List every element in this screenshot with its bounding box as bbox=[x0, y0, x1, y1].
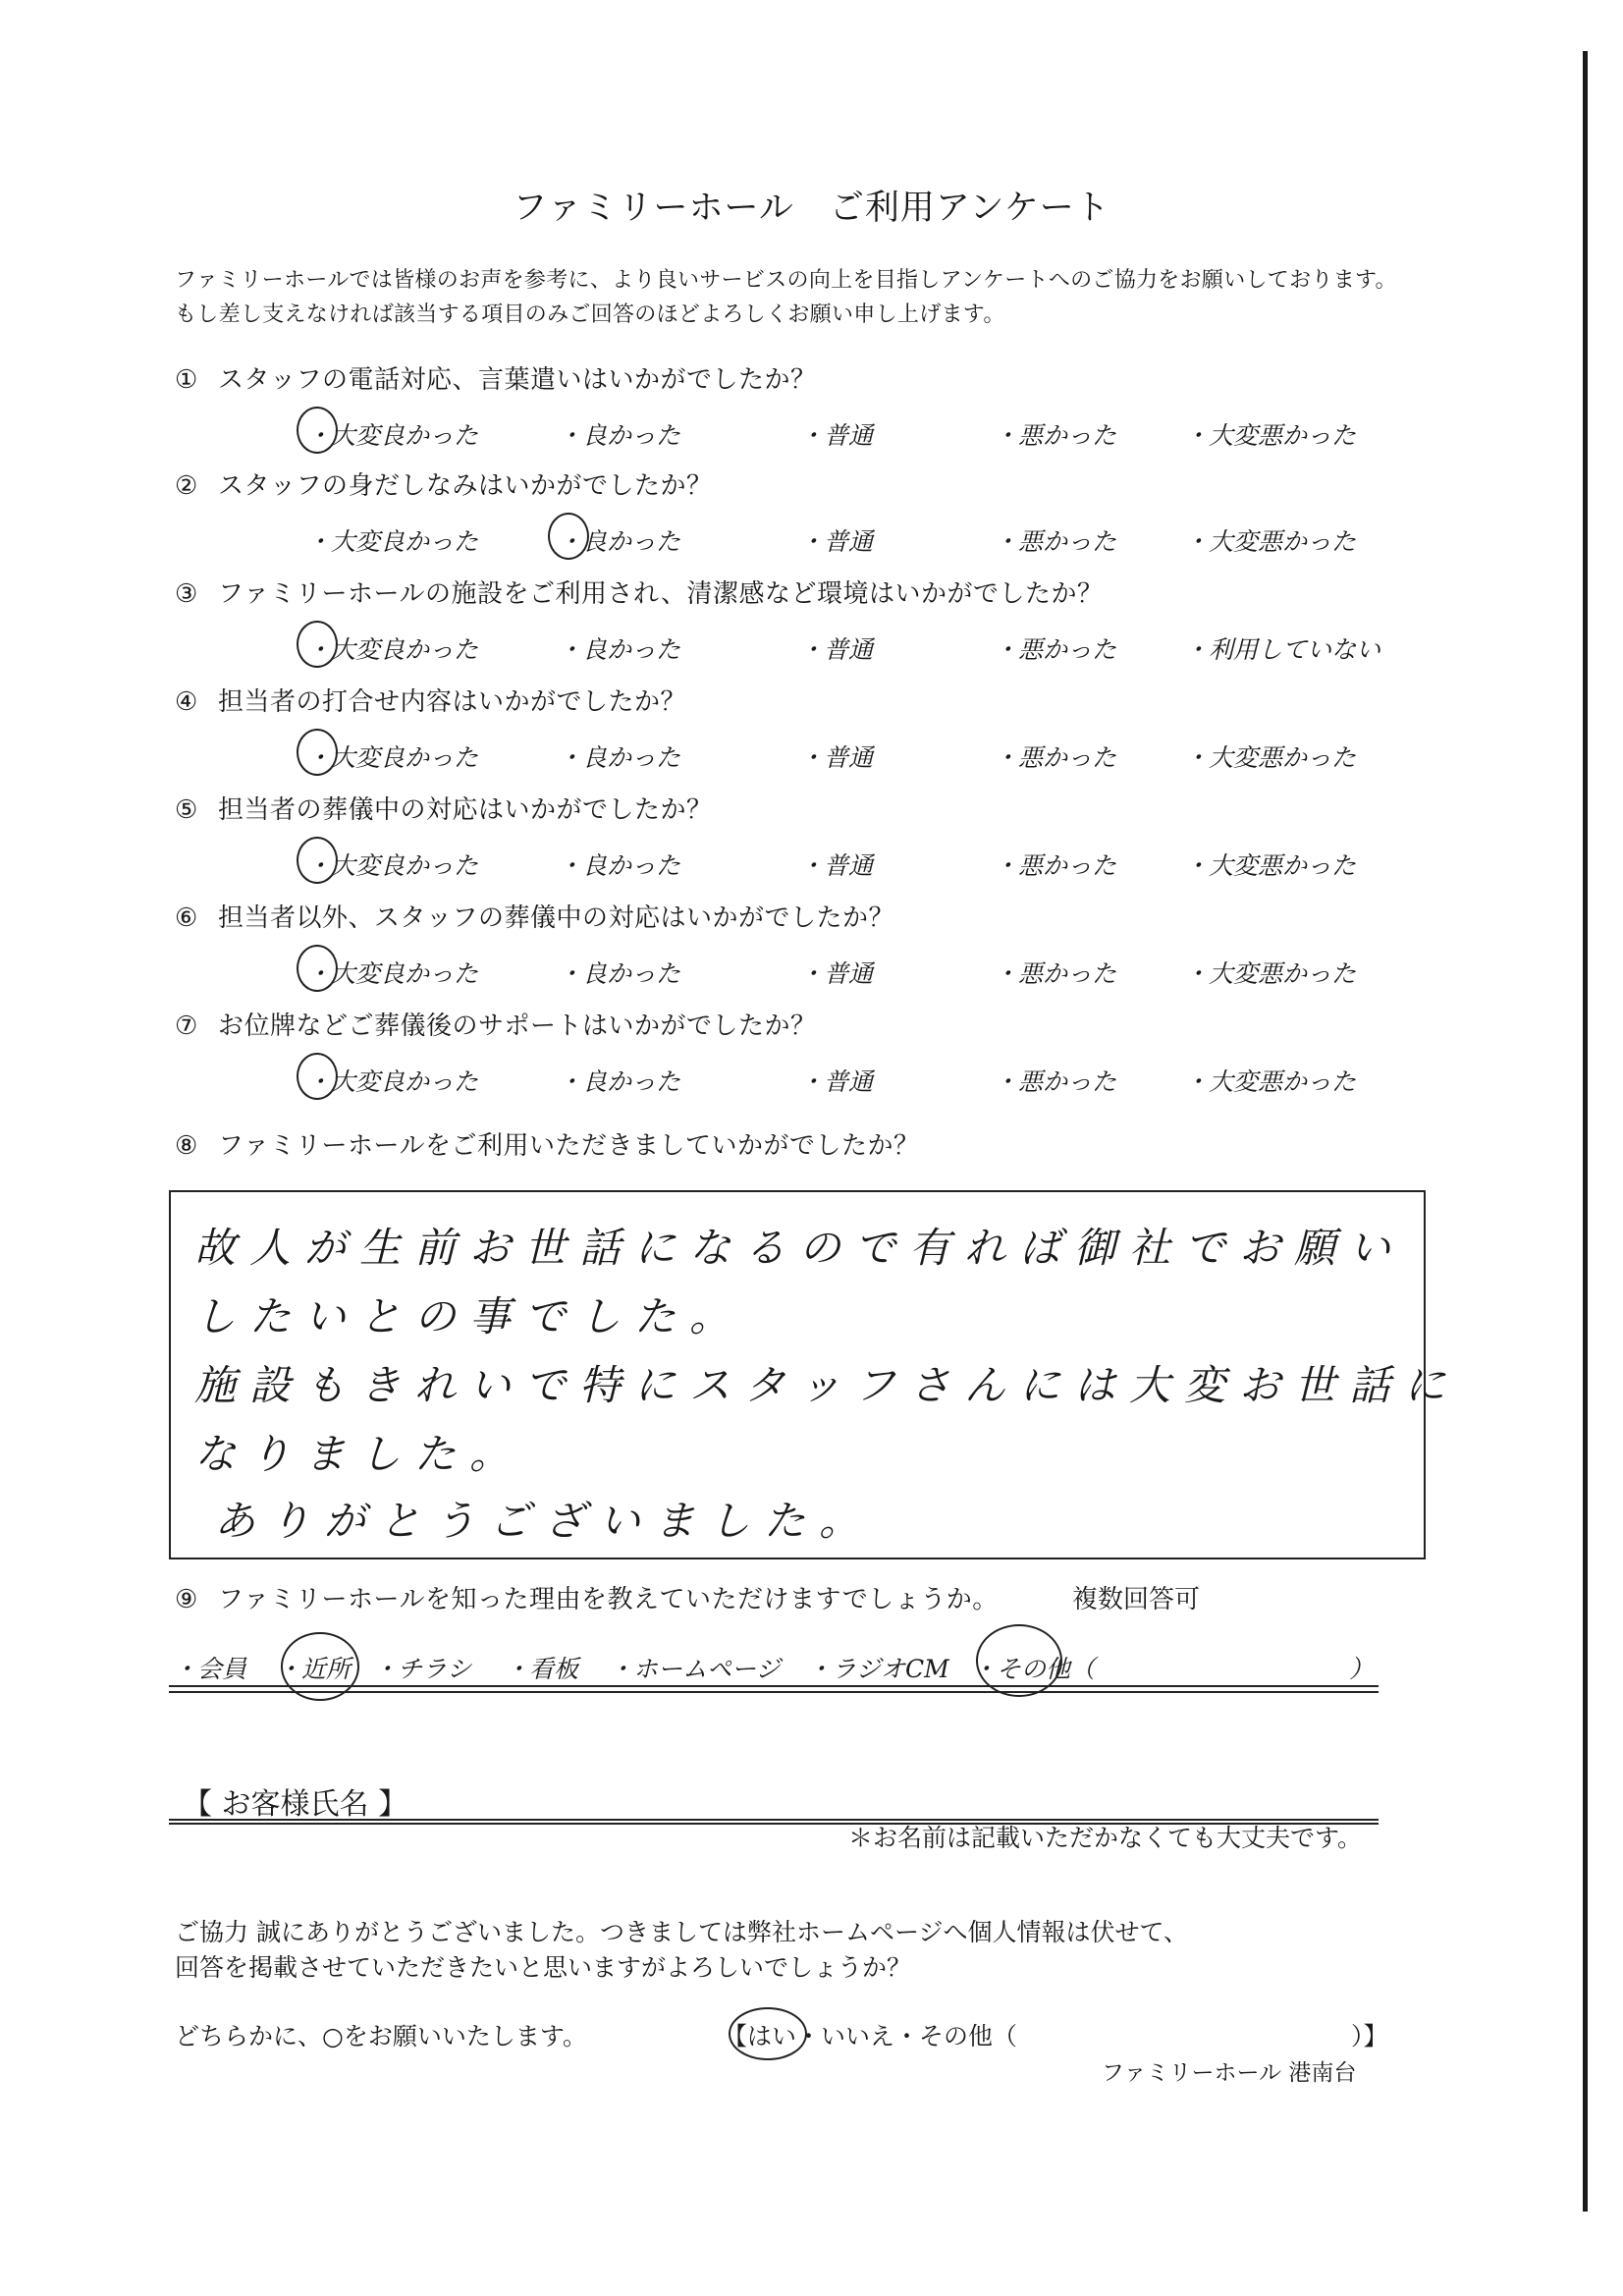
intro-line-2: もし差し支えなければ該当する項目のみご回答のほどよろしくお願い申し上げます。 bbox=[175, 302, 1005, 327]
source-signboard[interactable]: ・看板 bbox=[505, 1655, 579, 1683]
question-3 bbox=[175, 574, 1104, 610]
branch-name: ファミリーホール 港南台 bbox=[1102, 2060, 1357, 2086]
question-6-number: ⑥ bbox=[175, 903, 198, 933]
question-1 bbox=[175, 359, 817, 396]
q7-option-1[interactable]: ・大変良かった bbox=[306, 1067, 479, 1096]
q6-option-1[interactable]: ・大変良かった bbox=[306, 959, 479, 988]
question-4-number: ④ bbox=[175, 687, 198, 717]
question-5 bbox=[175, 790, 713, 826]
q1-option-5[interactable]: ・大変悪かった bbox=[1184, 421, 1357, 450]
q5-option-4[interactable]: ・悪かった bbox=[994, 851, 1117, 880]
question-9-text: ファミリーホールを知った理由を教えていただけますでしょうか。 bbox=[218, 1585, 999, 1614]
q7-option-3[interactable]: ・普通 bbox=[799, 1067, 874, 1096]
consent-close: ）】 bbox=[1351, 2022, 1388, 2050]
q3-option-3[interactable]: ・普通 bbox=[799, 635, 874, 664]
intro-line-1: ファミリーホールでは皆様のお声を参考に、より良いサービスの向上を目指しアンケートへのご協力をお願いしております。 bbox=[175, 268, 1397, 293]
source-underline bbox=[169, 1685, 1379, 1687]
circle-mark-yes bbox=[729, 2007, 807, 2060]
q3-circle-mark bbox=[297, 621, 338, 668]
question-9 bbox=[175, 1579, 999, 1615]
q7-option-5[interactable]: ・大変悪かった bbox=[1184, 1067, 1357, 1096]
q4-option-4[interactable]: ・悪かった bbox=[994, 743, 1117, 772]
multiple-answers-note: 複数回答可 bbox=[1072, 1585, 1201, 1614]
question-5-number: ⑤ bbox=[175, 795, 198, 825]
question-4 bbox=[175, 682, 686, 718]
handwritten-line-3: 施設もきれいで特にスタッフさんには大変お世話に bbox=[194, 1361, 1460, 1409]
q2-option-5[interactable]: ・大変悪かった bbox=[1184, 527, 1357, 556]
q1-option-1[interactable]: ・大変良かった bbox=[306, 421, 479, 450]
question-8 bbox=[175, 1125, 919, 1162]
question-8-number: ⑧ bbox=[175, 1131, 198, 1161]
name-optional-note: ＊お名前は記載いただかなくても大丈夫です。 bbox=[848, 1824, 1363, 1852]
question-7-number: ⑦ bbox=[175, 1011, 198, 1041]
question-6 bbox=[175, 898, 894, 934]
q3-option-4[interactable]: ・悪かった bbox=[994, 635, 1117, 664]
q3-option-5[interactable]: ・利用していない bbox=[1184, 635, 1381, 664]
q5-option-1[interactable]: ・大変良かった bbox=[306, 851, 479, 880]
source-other-close: ） bbox=[1349, 1655, 1375, 1683]
q4-option-3[interactable]: ・普通 bbox=[799, 743, 874, 772]
q2-circle-mark bbox=[548, 513, 589, 560]
q4-option-1[interactable]: ・大変良かった bbox=[306, 743, 479, 772]
source-other[interactable]: ・その他（ bbox=[972, 1655, 1096, 1683]
q6-circle-mark bbox=[297, 945, 338, 992]
closing-line-1: ご協力 誠にありがとうございました。つきましては弊社ホームページへ個人情報は伏せて、 bbox=[175, 1918, 1188, 1946]
q1-circle-mark bbox=[297, 407, 338, 454]
handwritten-line-4: なりました。 bbox=[194, 1430, 525, 1478]
q2-option-2[interactable]: ・良かった bbox=[558, 527, 681, 556]
question-9-number: ⑨ bbox=[175, 1585, 198, 1614]
question-8-text: ファミリーホールをご利用いただきましていかがでしたか？ bbox=[218, 1131, 920, 1161]
question-2-text: スタッフの身だしなみはいかがでしたか？ bbox=[218, 471, 713, 501]
question-7-text: お位牌などご葬儀後のサポートはいかがでしたか？ bbox=[218, 1011, 817, 1041]
customer-name-label: 【 お客様氏名 】 bbox=[183, 1787, 408, 1822]
q5-circle-mark bbox=[297, 837, 338, 884]
q2-option-1[interactable]: ・大変良かった bbox=[306, 527, 479, 556]
question-3-number: ③ bbox=[175, 579, 198, 609]
q5-option-2[interactable]: ・良かった bbox=[558, 851, 681, 880]
source-underline-2 bbox=[169, 1691, 1379, 1693]
handwritten-line-2: したいとの事でした。 bbox=[194, 1292, 745, 1340]
q1-option-4[interactable]: ・悪かった bbox=[994, 421, 1117, 450]
question-7 bbox=[175, 1006, 817, 1042]
q1-option-3[interactable]: ・普通 bbox=[799, 421, 874, 450]
q3-option-2[interactable]: ・良かった bbox=[558, 635, 681, 664]
consent-prompt: どちらかに、○をお願いいたします。 bbox=[175, 2022, 587, 2050]
consent-choices[interactable]: 【はい・いいえ・その他（ bbox=[723, 2022, 1018, 2050]
q7-option-4[interactable]: ・悪かった bbox=[994, 1067, 1117, 1096]
q3-option-1[interactable]: ・大変良かった bbox=[306, 635, 479, 664]
source-flyer[interactable]: ・チラシ bbox=[373, 1655, 472, 1683]
source-homepage[interactable]: ・ホームページ bbox=[609, 1655, 781, 1683]
q7-circle-mark bbox=[297, 1053, 338, 1100]
handwritten-line-5: ありがとうございました。 bbox=[214, 1497, 875, 1545]
question-1-text: スタッフの電話対応、言葉遣いはいかがでしたか？ bbox=[218, 365, 817, 395]
source-member[interactable]: ・会員 bbox=[173, 1655, 247, 1683]
page-title: ファミリーホール ご利用アンケート bbox=[513, 189, 1110, 228]
q2-option-3[interactable]: ・普通 bbox=[799, 527, 874, 556]
q5-option-5[interactable]: ・大変悪かった bbox=[1184, 851, 1357, 880]
question-2-number: ② bbox=[175, 471, 198, 501]
question-3-text: ファミリーホールの施設をご利用され、清潔感など環境はいかがでしたか？ bbox=[218, 579, 1104, 609]
q2-option-4[interactable]: ・悪かった bbox=[994, 527, 1117, 556]
page-edge bbox=[1583, 51, 1588, 2212]
q7-option-2[interactable]: ・良かった bbox=[558, 1067, 681, 1096]
source-radio[interactable]: ・ラジオCM bbox=[807, 1655, 949, 1683]
q6-option-2[interactable]: ・良かった bbox=[558, 959, 681, 988]
q4-option-2[interactable]: ・良かった bbox=[558, 743, 681, 772]
question-1-number: ① bbox=[175, 365, 198, 395]
q6-option-5[interactable]: ・大変悪かった bbox=[1184, 959, 1357, 988]
question-4-text: 担当者の打合せ内容はいかがでしたか？ bbox=[218, 687, 687, 717]
q1-option-2[interactable]: ・良かった bbox=[558, 421, 681, 450]
q6-option-3[interactable]: ・普通 bbox=[799, 959, 874, 988]
question-2 bbox=[175, 465, 713, 502]
q5-option-3[interactable]: ・普通 bbox=[799, 851, 874, 880]
q4-circle-mark bbox=[297, 729, 338, 776]
source-neighborhood[interactable]: ・近所 bbox=[277, 1655, 352, 1683]
question-5-text: 担当者の葬儀中の対応はいかがでしたか？ bbox=[218, 795, 713, 825]
handwritten-line-1: 故人が生前お世話になるので有れば御社でお願い bbox=[194, 1224, 1405, 1272]
closing-line-2: 回答を掲載させていただきたいと思いますがよろしいでしょうか？ bbox=[175, 1953, 912, 1982]
q4-option-5[interactable]: ・大変悪かった bbox=[1184, 743, 1357, 772]
question-6-text: 担当者以外、スタッフの葬儀中の対応はいかがでしたか？ bbox=[218, 903, 895, 933]
q6-option-4[interactable]: ・悪かった bbox=[994, 959, 1117, 988]
